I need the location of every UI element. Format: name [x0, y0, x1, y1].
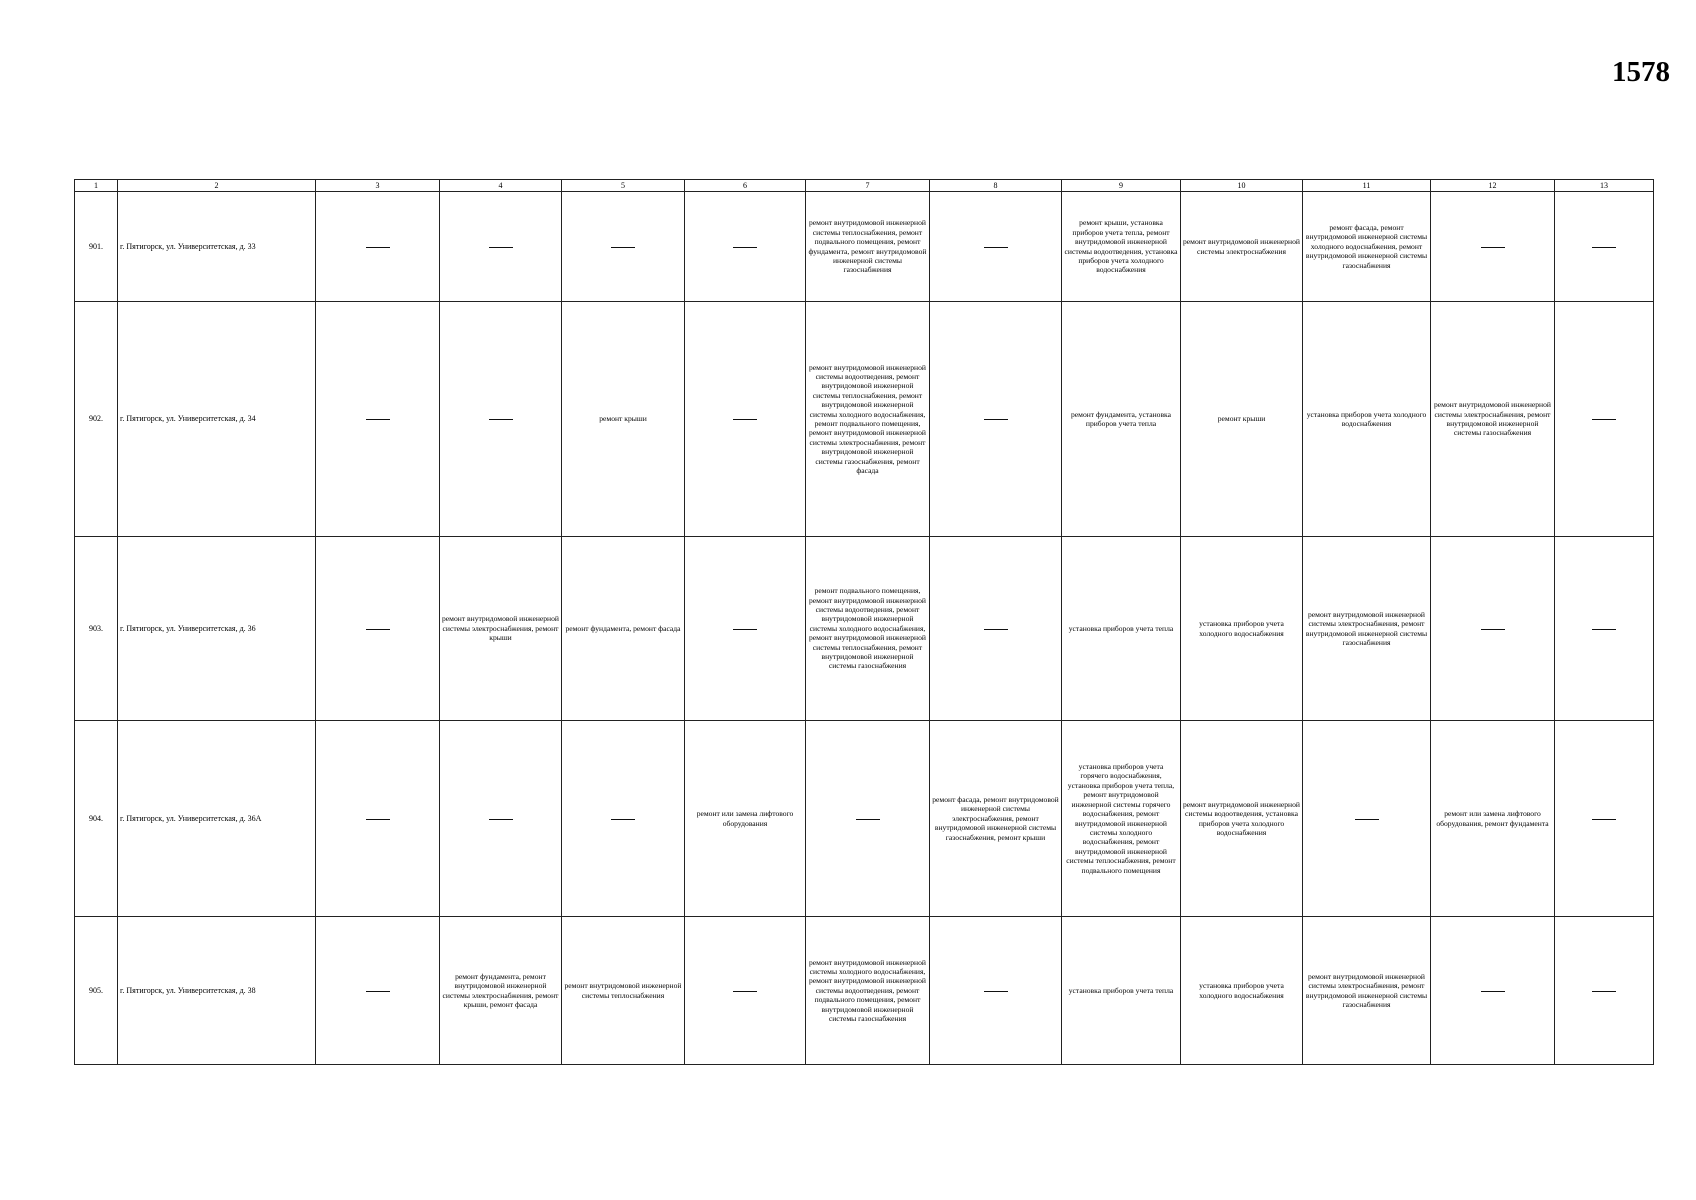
empty-cell — [1303, 721, 1431, 917]
empty-cell — [685, 192, 806, 302]
page-number: 1578 — [1612, 56, 1670, 88]
empty-cell — [316, 721, 440, 917]
dash-mark — [733, 629, 757, 630]
column-header: 5 — [562, 180, 685, 192]
dash-mark — [1592, 819, 1616, 820]
column-header: 10 — [1181, 180, 1303, 192]
dash-mark — [1481, 629, 1505, 630]
row-number: 904. — [75, 721, 118, 917]
dash-mark — [984, 991, 1008, 992]
work-cell: ремонт фасада, ремонт внутридомовой инженерной системы холодного водоснабжения, ремонт внутридомовой инженерной системы газоснабжения — [1303, 192, 1431, 302]
table-row — [75, 537, 1654, 721]
dash-mark — [1355, 819, 1379, 820]
empty-cell — [562, 721, 685, 917]
work-cell: ремонт внутридомовой инженерной системы электроснабжения, ремонт внутридомовой инженерной системы газоснабжения — [1431, 302, 1555, 537]
work-cell: ремонт внутридомовой инженерной системы водоотведения, установка приборов учета холодного водоснабжения — [1181, 721, 1303, 917]
empty-cell — [1555, 537, 1654, 721]
column-header: 1 — [75, 180, 118, 192]
empty-cell — [806, 721, 930, 917]
work-cell: ремонт или замена лифтового оборудования — [685, 721, 806, 917]
empty-cell — [685, 537, 806, 721]
work-cell: ремонт крыши — [562, 302, 685, 537]
dash-mark — [1592, 419, 1616, 420]
dash-mark — [1481, 991, 1505, 992]
table-row — [75, 192, 1654, 302]
work-cell: ремонт подвального помещения, ремонт внутридомовой инженерной системы водоотведения, ремонт внутридомовой инженерной системы холодного водоснабжения, ремонт внутридомовой инженерной системы теплоснабжения, ремонт внутридомовой инженерной системы газоснабжения — [806, 537, 930, 721]
empty-cell — [930, 192, 1062, 302]
work-cell: установка приборов учета тепла — [1062, 917, 1181, 1065]
row-number: 901. — [75, 192, 118, 302]
dash-mark — [984, 247, 1008, 248]
work-cell: ремонт фундамента, ремонт внутридомовой инженерной системы электроснабжения, ремонт крыши, ремонт фасада — [440, 917, 562, 1065]
empty-cell — [1431, 537, 1555, 721]
row-number: 905. — [75, 917, 118, 1065]
empty-cell — [685, 917, 806, 1065]
address-cell: г. Пятигорск, ул. Университетская, д. 36 — [118, 537, 316, 721]
dash-mark — [1592, 991, 1616, 992]
column-header: 6 — [685, 180, 806, 192]
dash-mark — [733, 247, 757, 248]
dash-mark — [1592, 629, 1616, 630]
dash-mark — [733, 991, 757, 992]
dash-mark — [733, 419, 757, 420]
empty-cell — [440, 192, 562, 302]
work-cell: ремонт внутридомовой инженерной системы электроснабжения, ремонт крыши — [440, 537, 562, 721]
dash-mark — [856, 819, 880, 820]
dash-mark — [366, 629, 390, 630]
work-cell: ремонт фасада, ремонт внутридомовой инженерной системы электроснабжения, ремонт внутридомовой инженерной системы газоснабжения, ремонт крыши — [930, 721, 1062, 917]
work-cell: ремонт внутридомовой инженерной системы теплоснабжения, ремонт подвального помещения, ремонт фундамента, ремонт внутридомовой инженерной системы газоснабжения — [806, 192, 930, 302]
address-cell: г. Пятигорск, ул. Университетская, д. 34 — [118, 302, 316, 537]
column-header: 12 — [1431, 180, 1555, 192]
dash-mark — [1592, 247, 1616, 248]
work-cell: ремонт фундамента, ремонт фасада — [562, 537, 685, 721]
work-cell: установка приборов учета горячего водоснабжения, установка приборов учета тепла, ремонт внутридомовой инженерной системы горячего водоснабжения, ремонт внутридомовой инженерной системы холодного водоснабжения, ремонт внутридомовой инженерной системы теплоснабжения, ремонт подвального помещения — [1062, 721, 1181, 917]
dash-mark — [489, 819, 513, 820]
dash-mark — [611, 247, 635, 248]
column-header: 11 — [1303, 180, 1431, 192]
work-cell: установка приборов учета холодного водоснабжения — [1181, 537, 1303, 721]
empty-cell — [316, 302, 440, 537]
work-cell: ремонт внутридомовой инженерной системы электроснабжения — [1181, 192, 1303, 302]
column-header: 2 — [118, 180, 316, 192]
dash-mark — [366, 419, 390, 420]
column-header: 3 — [316, 180, 440, 192]
work-cell: ремонт или замена лифтового оборудования, ремонт фундамента — [1431, 721, 1555, 917]
address-cell: г. Пятигорск, ул. Университетская, д. 33 — [118, 192, 316, 302]
empty-cell — [440, 721, 562, 917]
work-cell: ремонт крыши, установка приборов учета тепла, ремонт внутридомовой инженерной системы водоотведения, установка приборов учета холодного водоснабжения — [1062, 192, 1181, 302]
empty-cell — [1555, 302, 1654, 537]
column-header: 7 — [806, 180, 930, 192]
table-row — [75, 302, 1654, 537]
work-cell: ремонт внутридомовой инженерной системы водоотведения, ремонт внутридомовой инженерной системы теплоснабжения, ремонт внутридомовой инженерной системы холодного водоснабжения, ремонт подвального помещения, ремонт внутридомовой инженерной системы электроснабжения, ремонт внутридомовой инженерной системы газоснабжения, ремонт фасада — [806, 302, 930, 537]
empty-cell — [1555, 192, 1654, 302]
empty-cell — [1555, 721, 1654, 917]
empty-cell — [1555, 917, 1654, 1065]
column-header: 9 — [1062, 180, 1181, 192]
work-cell: ремонт внутридомовой инженерной системы холодного водоснабжения, ремонт внутридомовой инженерной системы водоотведения, ремонт подвального помещения, ремонт внутридомовой инженерной системы газоснабжения — [806, 917, 930, 1065]
row-number: 903. — [75, 537, 118, 721]
dash-mark — [984, 419, 1008, 420]
work-cell: ремонт крыши — [1181, 302, 1303, 537]
dash-mark — [366, 247, 390, 248]
dash-mark — [366, 991, 390, 992]
address-cell: г. Пятигорск, ул. Университетская, д. 36А — [118, 721, 316, 917]
work-cell: ремонт фундамента, установка приборов учета тепла — [1062, 302, 1181, 537]
empty-cell — [316, 192, 440, 302]
empty-cell — [316, 917, 440, 1065]
column-header: 8 — [930, 180, 1062, 192]
column-header: 4 — [440, 180, 562, 192]
work-cell: установка приборов учета тепла — [1062, 537, 1181, 721]
work-cell: установка приборов учета холодного водоснабжения — [1181, 917, 1303, 1065]
empty-cell — [316, 537, 440, 721]
empty-cell — [930, 917, 1062, 1065]
work-cell: ремонт внутридомовой инженерной системы теплоснабжения — [562, 917, 685, 1065]
empty-cell — [1431, 917, 1555, 1065]
empty-cell — [930, 537, 1062, 721]
row-number: 902. — [75, 302, 118, 537]
dash-mark — [489, 419, 513, 420]
empty-cell — [685, 302, 806, 537]
work-cell: установка приборов учета холодного водоснабжения — [1303, 302, 1431, 537]
dash-mark — [489, 247, 513, 248]
dash-mark — [1481, 247, 1505, 248]
dash-mark — [366, 819, 390, 820]
column-number-row — [75, 180, 1654, 192]
address-cell: г. Пятигорск, ул. Университетская, д. 38 — [118, 917, 316, 1065]
empty-cell — [930, 302, 1062, 537]
work-cell: ремонт внутридомовой инженерной системы электроснабжения, ремонт внутридомовой инженерной системы газоснабжения — [1303, 537, 1431, 721]
empty-cell — [562, 192, 685, 302]
dash-mark — [984, 629, 1008, 630]
table-row — [75, 721, 1654, 917]
dash-mark — [611, 819, 635, 820]
empty-cell — [440, 302, 562, 537]
repair-schedule-table — [74, 179, 1654, 1065]
empty-cell — [1431, 192, 1555, 302]
column-header: 13 — [1555, 180, 1654, 192]
table-row — [75, 917, 1654, 1065]
work-cell: ремонт внутридомовой инженерной системы электроснабжения, ремонт внутридомовой инженерной системы газоснабжения — [1303, 917, 1431, 1065]
